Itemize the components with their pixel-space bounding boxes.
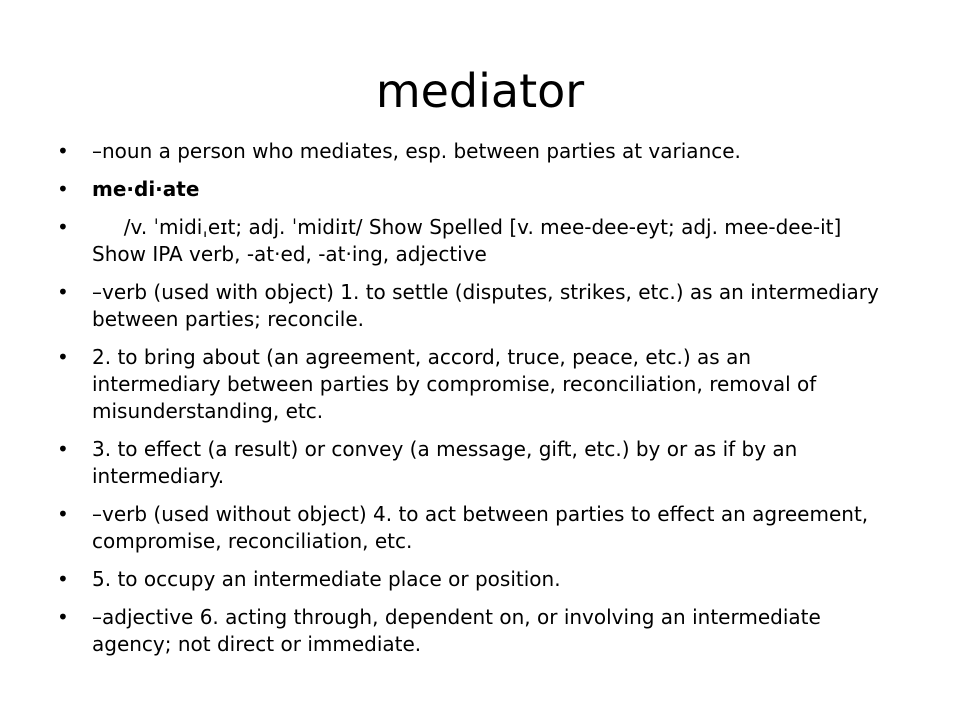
bullet-marker: •: [57, 177, 69, 201]
bullet-marker: •: [57, 345, 69, 369]
definition-list: [0, 138, 960, 669]
bullet-text: –verb (used without object) 4. to act between parties to effect an agreement, compromise, reconciliation, etc.: [92, 502, 875, 553]
bullet-item: [0, 214, 960, 268]
bullet-item: [0, 176, 960, 203]
bullet-item: [0, 566, 960, 593]
bullet-text: 2. to bring about (an agreement, accord, truce, peace, etc.) as an intermediary between parties by compromise, reconciliation, removal of misunderstanding, etc.: [92, 345, 823, 423]
bullet-item: [0, 279, 960, 333]
bullet-text: 5. to occupy an intermediate place or position.: [92, 567, 561, 591]
bullet-item: [0, 436, 960, 490]
bullet-text: 3. to effect (a result) or convey (a message, gift, etc.) by or as if by an intermediary.: [92, 437, 804, 488]
bullet-item: [0, 138, 960, 165]
bullet-text: –verb (used with object) 1. to settle (disputes, strikes, etc.) as an intermediary between parties; reconcile.: [92, 280, 886, 331]
bullet-text: –adjective 6. acting through, dependent on, or involving an intermediate agency; not direct or immediate.: [92, 605, 828, 656]
bullet-marker: •: [57, 437, 69, 461]
bullet-item: [0, 501, 960, 555]
bullet-marker: •: [57, 139, 69, 163]
pronunciation-text: /v. ˈmidiˌeɪt; adj. ˈmidiɪt/ Show Spelled [v. mee-dee-eyt; adj. mee-dee-it] Show IPA verb, -at·ed, -at·ing, adjective: [92, 215, 848, 266]
bullet-item: [0, 604, 960, 658]
slide-title: mediator: [375, 64, 585, 118]
bullet-marker: •: [57, 605, 69, 629]
bullet-marker: •: [57, 215, 69, 239]
bullet-marker: •: [57, 567, 69, 591]
bullet-item: [0, 344, 960, 425]
bullet-marker: •: [57, 502, 69, 526]
bullet-text: –noun a person who mediates, esp. between parties at variance.: [92, 139, 741, 163]
headword-syllables: me·di·ate: [92, 177, 200, 201]
bullet-marker: •: [57, 280, 69, 304]
